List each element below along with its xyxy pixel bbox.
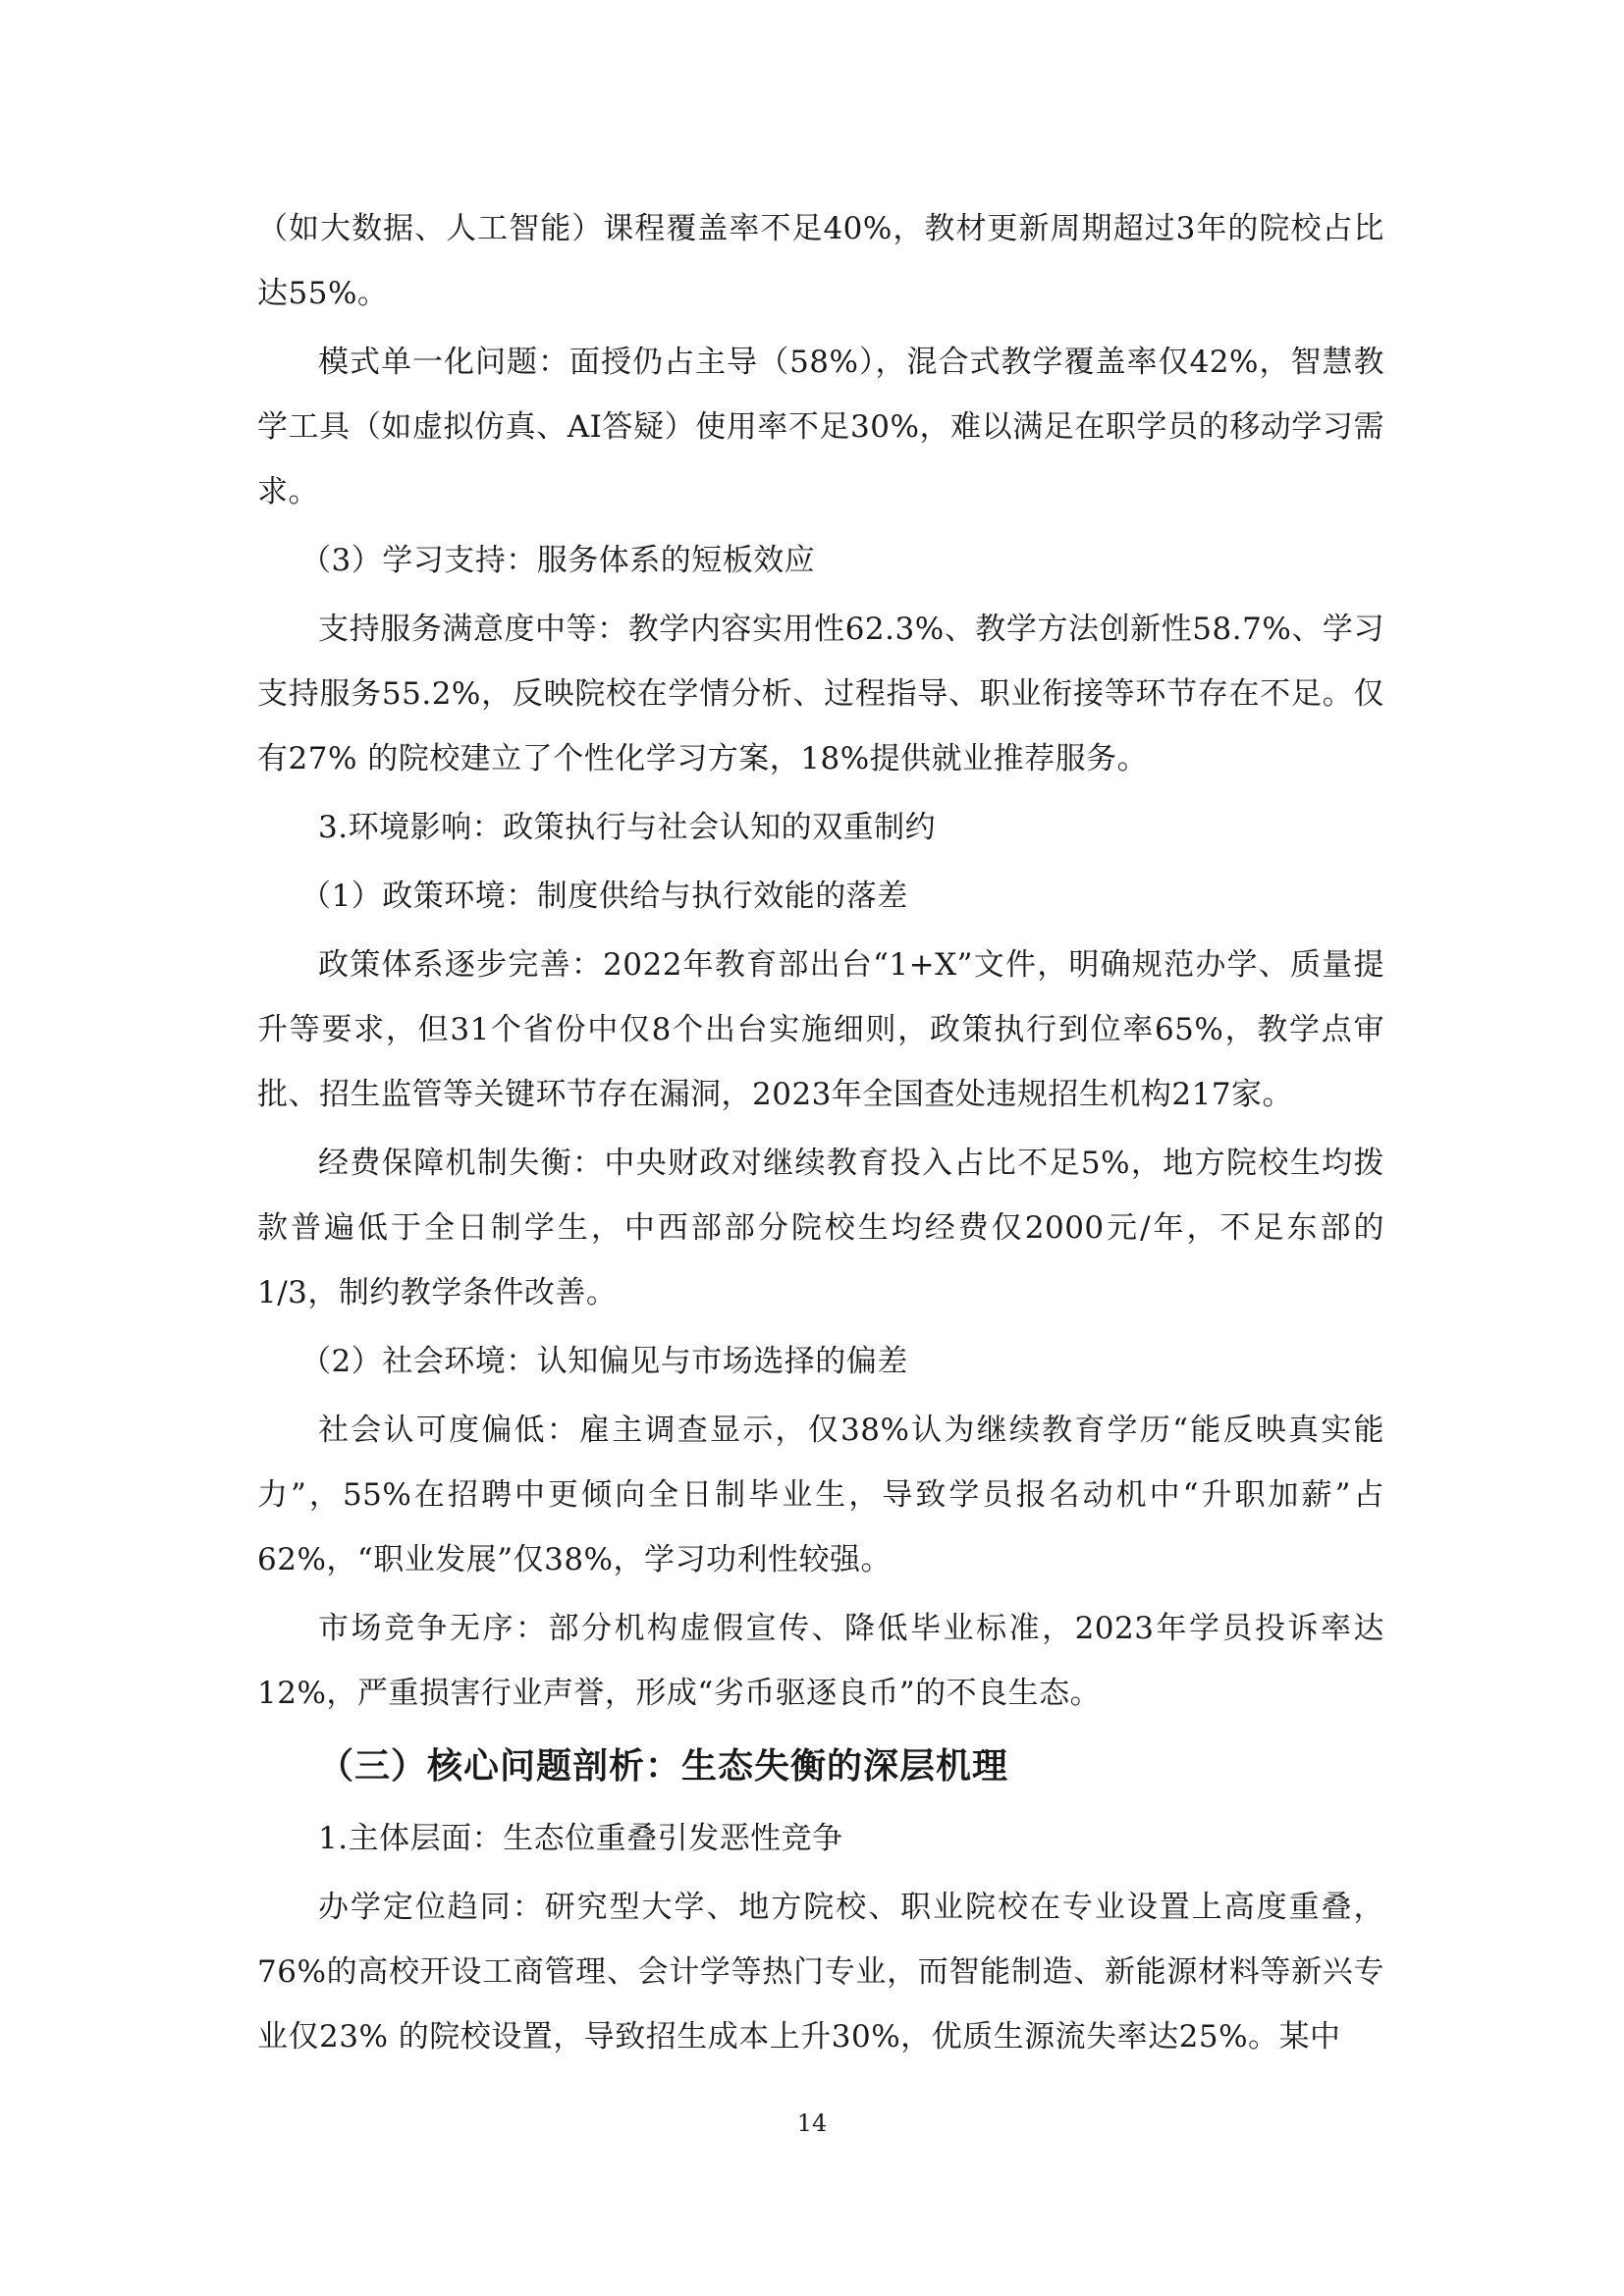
heading-core-problem-analysis: （三）核心问题剖析：生态失衡的深层机理 xyxy=(318,1746,1009,1787)
page-body xyxy=(257,196,1384,2073)
paragraph-course-coverage: （如大数据、人工智能）课程覆盖率不足40%，教材更新周期超过3年的院校占比达55%。 xyxy=(257,211,1384,311)
paragraph-support-satisfaction: 支持服务满意度中等：教学内容实用性62.3%、教学方法创新性58.7%、学习支持服务55.2%，反映院校在学情分析、过程指导、职业衔接等环节存在不足。仅有27% 的院校建立了个性化学习方案，18%提供就业推荐服务。 xyxy=(257,612,1384,776)
page-number: 14 xyxy=(796,2109,828,2137)
paragraph-policy-system: 政策体系逐步完善：2022年教育部出台“1+X”文件，明确规范办学、质量提升等要求，但31个省份中仅8个出台实施细则，政策执行到位率65%，教学点审批、招生监管等关键环节存在漏洞，2023年全国查处违规招生机构217家。 xyxy=(257,947,1384,1112)
paragraph-single-mode: 模式单一化问题：面授仍占主导（58%），混合式教学覆盖率仅42%，智慧教学工具（如虚拟仿真、AI答疑）使用率不足30%，难以满足在职学员的移动学习需求。 xyxy=(257,345,1384,509)
heading-policy-environment: （1）政策环境：制度供给与执行效能的落差 xyxy=(300,879,908,914)
paragraph-market-competition: 市场竞争无序：部分机构虚假宣传、降低毕业标准，2023年学员投诉率达12%，严重损害行业声誉，形成“劣币驱逐良币”的不良生态。 xyxy=(257,1611,1384,1711)
heading-environment-impact: 3.环境影响：政策执行与社会认知的双重制约 xyxy=(318,810,937,845)
paragraph-social-recognition: 社会认可度偏低：雇主调查显示，仅38%认为继续教育学历“能反映真实能力”，55%在招聘中更倾向全日制毕业生，导致学员报名动机中“升职加薪”占62%，“职业发展”仅38%，学习功利性较强。 xyxy=(257,1413,1384,1577)
heading-social-environment: （2）社会环境：认知偏见与市场选择的偏差 xyxy=(300,1344,908,1379)
paragraph-positioning-convergence: 办学定位趋同：研究型大学、地方院校、职业院校在专业设置上高度重叠，76%的高校开设工商管理、会计学等热门专业，而智能制造、新能源材料等新兴专业仅23% 的院校设置，导致招生成本上升30%，优质生源流失率达25%。某中 xyxy=(257,1890,1384,2055)
heading-subject-level: 1.主体层面：生态位重叠引发恶性竞争 xyxy=(318,1821,843,1856)
paragraph-funding-mechanism: 经费保障机制失衡：中央财政对继续教育投入占比不足5%，地方院校生均拨款普遍低于全日制学生，中西部部分院校生均经费仅2000元/年，不足东部的1/3，制约教学条件改善。 xyxy=(257,1146,1384,1310)
heading-learning-support: （3）学习支持：服务体系的短板效应 xyxy=(300,543,816,578)
